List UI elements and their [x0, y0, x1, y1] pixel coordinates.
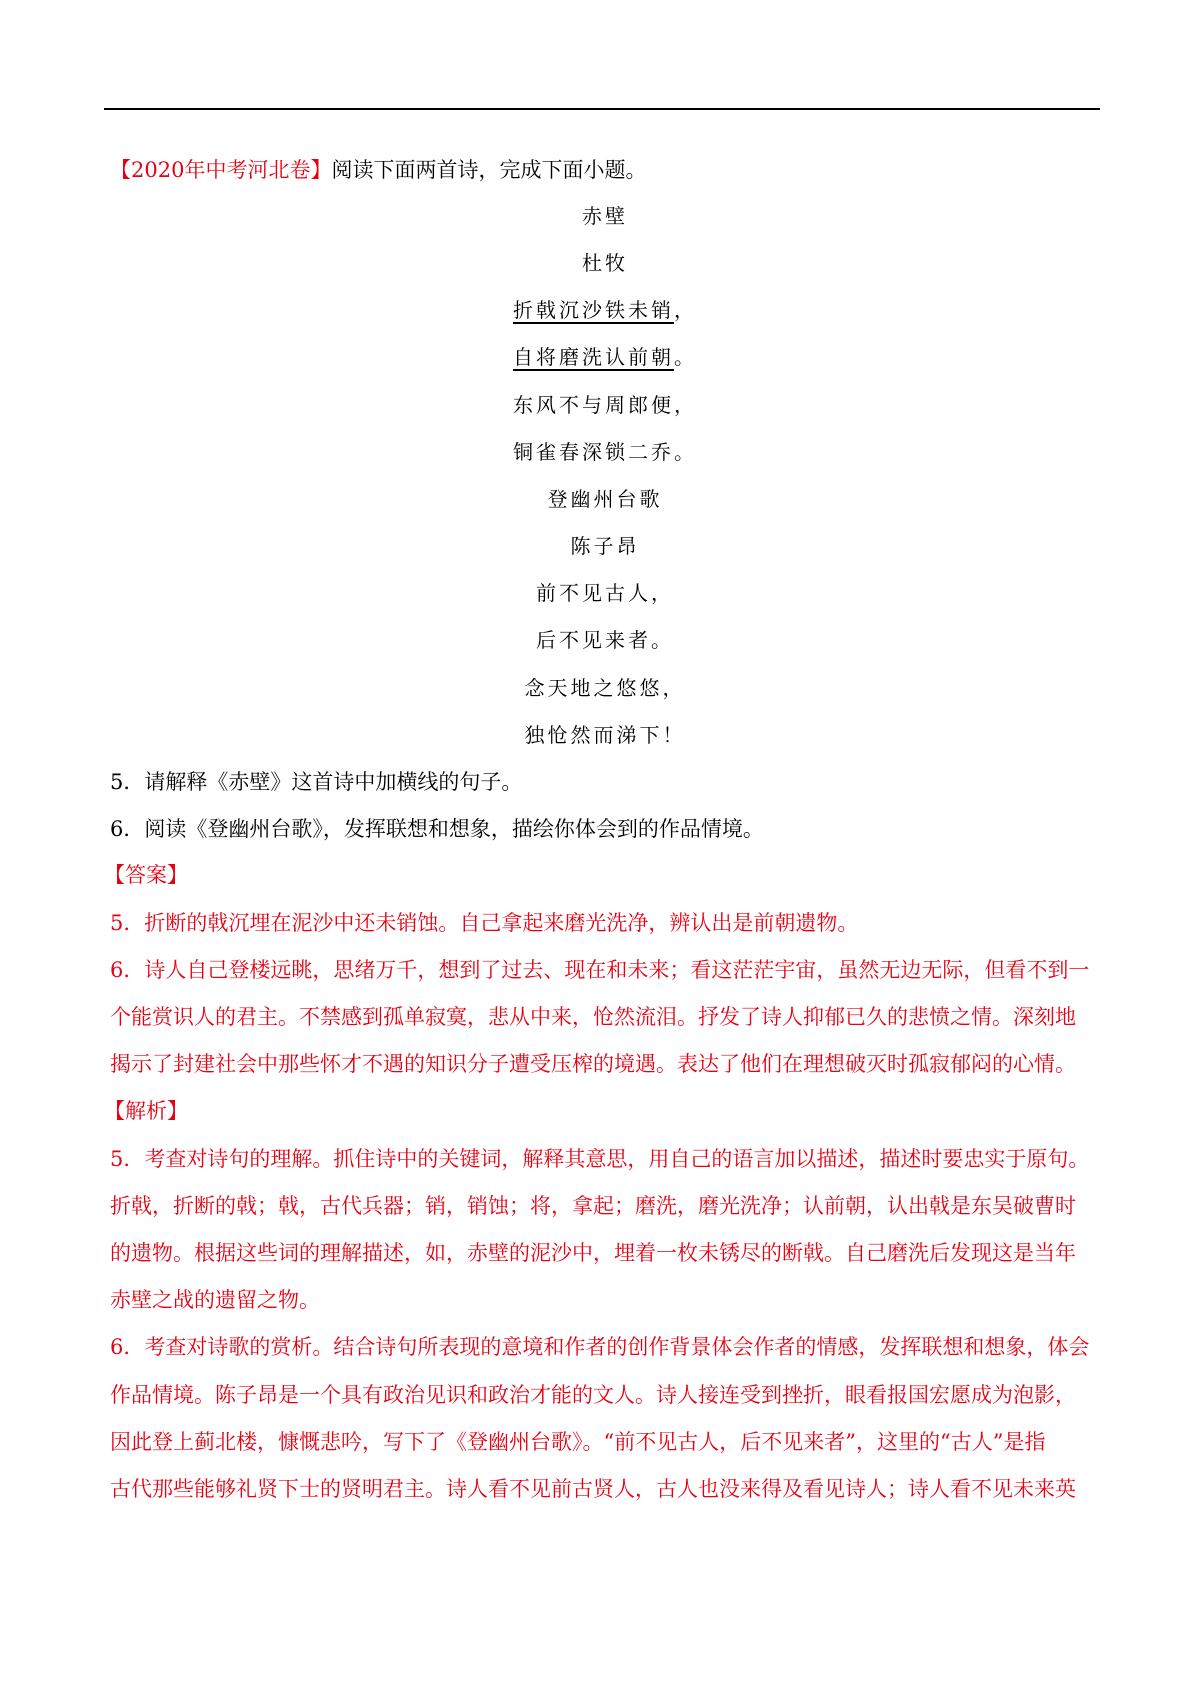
poem2-line: 念天地之悠悠，: [524, 676, 686, 700]
poem1-line: [110, 390, 1100, 420]
poem2-line: 前不见古人，: [536, 581, 674, 605]
analysis-line: 作品情境。陈子昂是一个具有政治见识和政治才能的文人。诗人接连受到挫折，眼看报国宏愿成为泡影，: [110, 1383, 1076, 1407]
analysis-line: 的遗物。根据这些词的理解描述，如，赤壁的泥沙中，埋着一枚未锈尽的断戟。自己磨洗后发现这是当年: [110, 1241, 1076, 1265]
underlined-verse: 折戟沉沙铁未销: [513, 298, 674, 322]
source-tag: 【2020年中考河北卷】: [110, 158, 332, 182]
verse-punct: 。: [674, 345, 697, 369]
poem2-line: 后不见来者。: [536, 628, 674, 652]
analysis-heading: 【解析】: [104, 1099, 188, 1123]
analysis-line: 5．考查对诗句的理解。抓住诗中的关键词，解释其意思，用自己的语言加以描述，描述时要忠实于原句。: [110, 1147, 1090, 1171]
analysis-line: 因此登上蓟北楼，慷慨悲吟，写下了《登幽州台歌》。“前不见古人，后不见来者”，这里的“古人”是指: [110, 1430, 1046, 1454]
poem2-title: 登幽州台歌: [547, 487, 663, 511]
question-6: 6．阅读《登幽州台歌》，发挥联想和想象，描绘你体会到的作品情境。: [110, 817, 764, 841]
verse-text: 铜雀春深锁二乔。: [513, 440, 697, 464]
verse-punct: ，: [674, 298, 697, 322]
underlined-verse: 自将磨洗认前朝: [513, 345, 674, 369]
poem1-line: [110, 342, 1100, 372]
analysis-line: 6．考查对诗歌的赏析。结合诗句所表现的意境和作者的创作背景体会作者的情感，发挥联想和想象，体会: [110, 1335, 1090, 1359]
verse-text: 东风不与周郎便，: [513, 393, 697, 417]
analysis-line: 古代那些能够礼贤下士的贤明君主。诗人看不见前古贤人，古人也没来得及看见诗人；诗人看不见未来英: [110, 1477, 1076, 1501]
question-5: 5．请解释《赤壁》这首诗中加横线的句子。: [110, 770, 523, 794]
analysis-line: 折戟，折断的戟；戟，古代兵器；销，销蚀；将，拿起；磨洗，磨光洗净；认前朝，认出戟是东吴破曹时: [110, 1194, 1076, 1218]
question-intro: [110, 155, 646, 185]
analysis-line: 赤壁之战的遗留之物。: [110, 1288, 320, 1312]
answer-line: 个能赏识人的君主。不禁感到孤单寂寞，悲从中来，怆然流泪。抒发了诗人抑郁已久的悲愤之情。深刻地: [110, 1005, 1076, 1029]
answer-line: 5．折断的戟沉埋在泥沙中还未销蚀。自己拿起来磨光洗净，辨认出是前朝遗物。: [110, 911, 859, 935]
poem1-author: 杜牧: [582, 251, 628, 275]
poem2-line: 独怆然而涕下！: [524, 723, 686, 747]
poem2-author: 陈子昂: [570, 534, 640, 558]
poem1-line: [110, 437, 1100, 467]
answer-line: 揭示了封建社会中那些怀才不遇的知识分子遭受压榨的境遇。表达了他们在理想破灭时孤寂郁闷的心情。: [110, 1052, 1076, 1076]
header-rule: [104, 108, 1100, 110]
poem1-line: [110, 295, 1100, 325]
answer-heading: 【答案】: [104, 863, 188, 887]
instruction-text: 阅读下面两首诗，完成下面小题。: [331, 158, 647, 182]
poem1-title: 赤壁: [582, 204, 628, 228]
answer-line: 6．诗人自己登楼远眺，思绪万千，想到了过去、现在和未来；看这茫茫宇宙，虽然无边无际，但看不到一: [110, 958, 1090, 982]
